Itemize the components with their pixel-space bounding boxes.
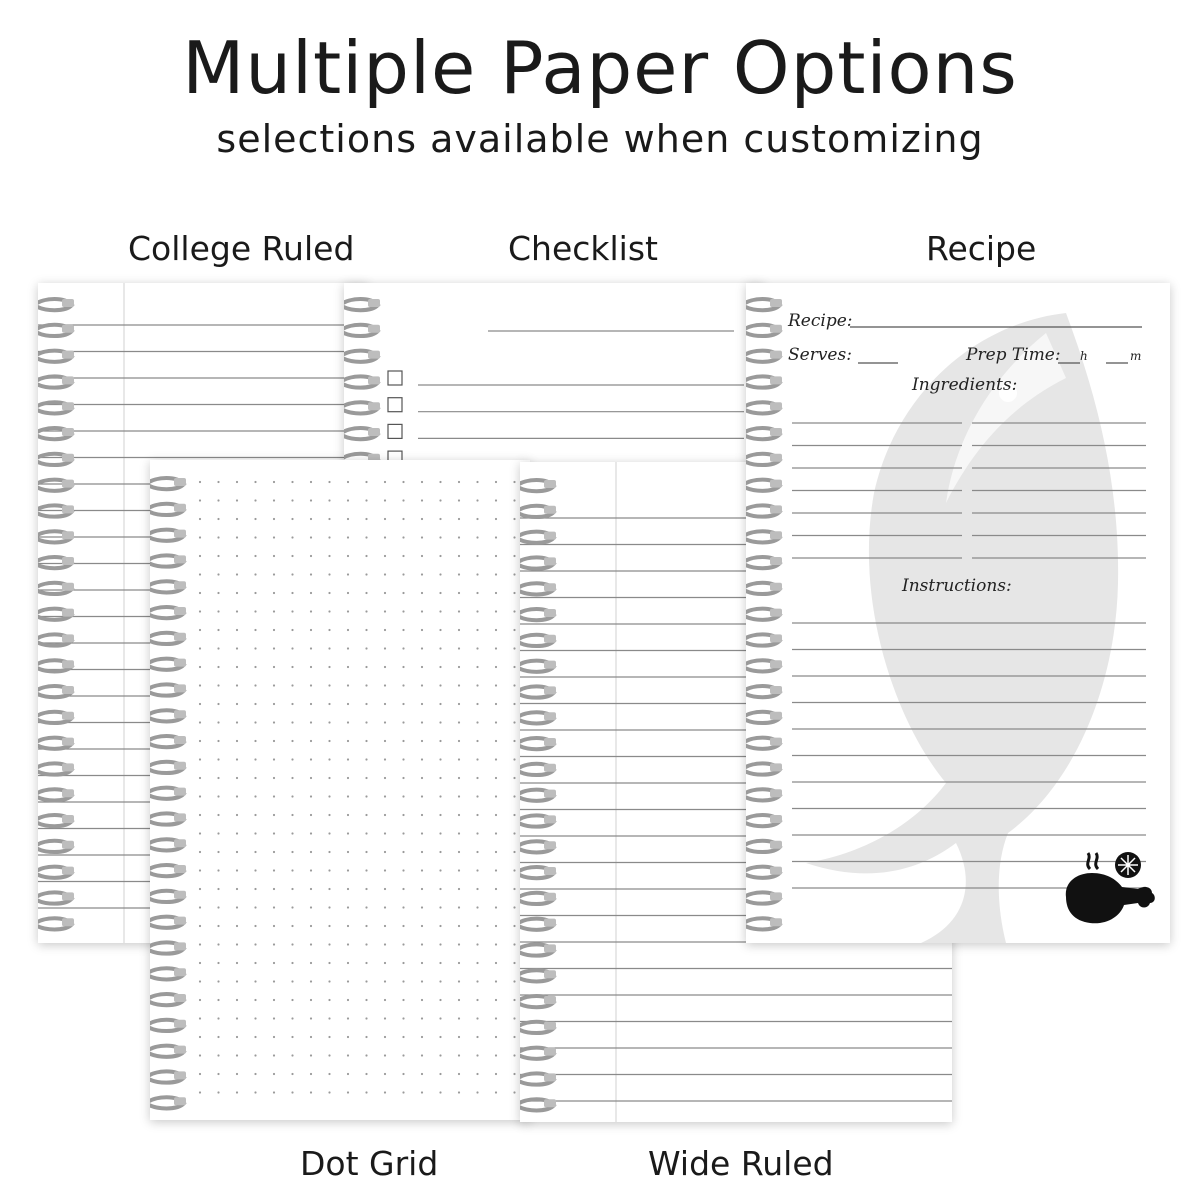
- spiral-coil: [150, 917, 186, 928]
- spiral-coil: [150, 813, 186, 824]
- spiral-coil: [38, 918, 74, 929]
- spiral-coil: [38, 660, 74, 671]
- spiral-coil: [746, 299, 782, 310]
- spiral-coil: [344, 351, 380, 362]
- spiral-coil: [520, 1073, 556, 1084]
- spiral-coil: [38, 867, 74, 878]
- spiral-coil: [38, 351, 74, 362]
- spiral-coil: [38, 583, 74, 594]
- spiral-coil: [344, 299, 380, 310]
- spiral-coil: [746, 634, 782, 645]
- spiral-coil: [38, 712, 74, 723]
- spiral-coil: [38, 609, 74, 620]
- spiral-coil: [38, 892, 74, 903]
- spiral-coil: [520, 738, 556, 749]
- spiral-coil: [150, 555, 186, 566]
- spiral-coil: [520, 583, 556, 594]
- spiral-coil: [520, 635, 556, 646]
- notebook-dot-grid[interactable]: [150, 460, 530, 1120]
- spiral-coil: [520, 764, 556, 775]
- spiral-coil: [38, 841, 74, 852]
- spiral-coil: [344, 428, 380, 439]
- page-title: Multiple Paper Options: [182, 26, 1018, 110]
- spiral-coil: [150, 504, 186, 515]
- spiral-coil: [520, 815, 556, 826]
- spiral-coil: [746, 738, 782, 749]
- prep-time-hours-unit: h: [1080, 349, 1088, 363]
- spiral-coil: [38, 763, 74, 774]
- spiral-coil: [38, 402, 74, 413]
- spiral-coil: [520, 712, 556, 723]
- spiral-coil: [520, 506, 556, 517]
- spiral-coil: [520, 841, 556, 852]
- spiral-coil: [38, 480, 74, 491]
- notebook-recipe[interactable]: [746, 283, 1170, 943]
- spiral-coil: [38, 815, 74, 826]
- spiral-coil: [746, 686, 782, 697]
- spiral-coil: [520, 893, 556, 904]
- spiral-coil: [150, 942, 186, 953]
- ingredients-heading: Ingredients:: [912, 375, 1018, 395]
- spiral-coil: [746, 660, 782, 671]
- spiral-coil: [520, 609, 556, 620]
- spiral-coil: [38, 789, 74, 800]
- spiral-coil: [520, 557, 556, 568]
- spiral-coil: [150, 684, 186, 695]
- spiral-coil: [150, 1097, 186, 1108]
- spiral-coil: [520, 686, 556, 697]
- spiral-coil: [150, 633, 186, 644]
- spiral-coil: [520, 944, 556, 955]
- spiral-coil: [520, 790, 556, 801]
- spiral-coil: [38, 299, 74, 310]
- spiral-coil: [150, 839, 186, 850]
- spiral-coil: [150, 865, 186, 876]
- spiral-coil: [150, 968, 186, 979]
- spiral-coil: [150, 659, 186, 670]
- checkbox-icon: [388, 424, 402, 438]
- serves-field-label: Serves:: [788, 345, 852, 365]
- instructions-heading: Instructions:: [902, 576, 1012, 596]
- roast-chicken-icon: [1056, 845, 1166, 935]
- prep-time-field-label: Prep Time:: [966, 345, 1061, 365]
- spiral-coil: [746, 376, 782, 387]
- spiral-coil: [38, 325, 74, 336]
- label-wide-ruled: Wide Ruled: [648, 1144, 834, 1183]
- spiral-coil: [746, 351, 782, 362]
- spiral-coil: [150, 581, 186, 592]
- spiral-coil: [746, 763, 782, 774]
- label-checklist: Checklist: [508, 229, 658, 268]
- spiral-coil: [150, 994, 186, 1005]
- spiral-coil: [520, 1022, 556, 1033]
- spiral-coil: [150, 1046, 186, 1057]
- spiral-coil: [746, 918, 782, 929]
- spiral-coil: [344, 402, 380, 413]
- spiral-coil: [746, 454, 782, 465]
- spiral-coil: [520, 532, 556, 543]
- spiral-coil: [38, 376, 74, 387]
- spiral-coil: [38, 634, 74, 645]
- spiral-coil: [520, 480, 556, 491]
- spiral-coil: [150, 891, 186, 902]
- label-recipe: Recipe: [926, 229, 1037, 268]
- page-subtitle: selections available when customizing: [216, 117, 984, 161]
- spiral-coil: [746, 892, 782, 903]
- spiral-coil: [150, 530, 186, 541]
- checkbox-icon: [388, 371, 402, 385]
- spiral-coil: [746, 789, 782, 800]
- spiral-coil: [520, 867, 556, 878]
- spiral-coil: [150, 1020, 186, 1031]
- spiral-coil: [150, 478, 186, 489]
- spiral-coil: [38, 454, 74, 465]
- spiral-coil: [746, 531, 782, 542]
- spiral-coil: [520, 919, 556, 930]
- spiral-coil: [520, 661, 556, 672]
- spiral-coil: [150, 762, 186, 773]
- spiral-coil: [746, 428, 782, 439]
- spiral-coil: [150, 607, 186, 618]
- spiral-coil: [150, 710, 186, 721]
- spiral-coil: [746, 841, 782, 852]
- spiral-coil: [746, 712, 782, 723]
- spiral-coil: [38, 686, 74, 697]
- spiral-coil: [38, 428, 74, 439]
- spiral-coil: [746, 557, 782, 568]
- prep-time-minutes-unit: m: [1130, 349, 1142, 363]
- spiral-coil: [746, 815, 782, 826]
- spiral-coil: [344, 325, 380, 336]
- spiral-coil: [520, 970, 556, 981]
- spiral-coil: [746, 505, 782, 516]
- spiral-coil: [746, 609, 782, 620]
- spiral-coil: [150, 788, 186, 799]
- spiral-coil: [344, 376, 380, 387]
- spiral-coil: [38, 738, 74, 749]
- spiral-coil: [746, 480, 782, 491]
- spiral-coil: [150, 1071, 186, 1082]
- spiral-coil: [520, 996, 556, 1007]
- spiral-coil: [746, 583, 782, 594]
- spiral-coil: [38, 557, 74, 568]
- label-dot-grid: Dot Grid: [300, 1144, 439, 1183]
- spiral-coil: [746, 325, 782, 336]
- spiral-coil: [746, 402, 782, 413]
- spiral-coil: [150, 736, 186, 747]
- recipe-field-label: Recipe:: [788, 311, 853, 331]
- spiral-coil: [520, 1099, 556, 1110]
- spiral-coil: [520, 1048, 556, 1059]
- checkbox-icon: [388, 398, 402, 412]
- spiral-coil: [746, 867, 782, 878]
- label-college-ruled: College Ruled: [128, 229, 355, 268]
